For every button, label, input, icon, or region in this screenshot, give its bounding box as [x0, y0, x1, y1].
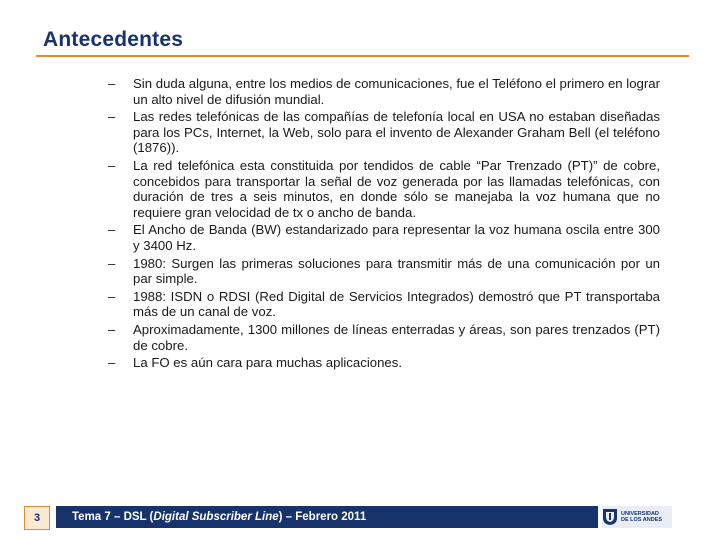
page-number: 3 [24, 506, 50, 530]
title-divider [36, 55, 689, 57]
bullet-item [108, 289, 660, 320]
bullet-text: Aproximadamente, 1300 millones de líneas enterradas y áreas, son pares trenzados (PT) de cobre. [133, 321, 660, 353]
footer-text-suffix: ) – Febrero 2011 [278, 511, 367, 523]
bullet-list [108, 76, 660, 373]
bullet-marker: – [108, 355, 116, 371]
bullet-item [108, 158, 660, 220]
bullet-text: El Ancho de Banda (BW) estandarizado para representar la voz humana oscila entre 300 y 3400 Hz. [133, 222, 660, 253]
bullet-text: Las redes telefónicas de las compañías de telefonía local en USA no estaban diseñadas para los PCs, Internet, la Web, solo para el invento de Alexander Graham Bell (el teléfono (1876)). [133, 109, 660, 156]
bullet-marker: – [108, 157, 116, 173]
bullet-text: 1980: Surgen las primeras soluciones para transmitir más de una comunicación por un par simple. [133, 255, 660, 287]
bullet-marker: – [108, 255, 116, 271]
footer [0, 506, 720, 530]
logo-line-2: DE LOS ANDES [621, 517, 663, 523]
slide-title: Antecedentes [43, 28, 184, 51]
bullet-text: 1988: ISDN o RDSI (Red Digital de Servicios Integrados) demostró que PT transportaba más de un canal de voz. [133, 288, 660, 320]
bullet-marker: – [108, 321, 116, 337]
university-crest-icon [602, 508, 618, 526]
bullet-item [108, 109, 660, 156]
footer-text-italic: Digital Subscriber Line [153, 511, 279, 523]
bullet-text: La red telefónica esta constituida por tendidos de cable “Par Trenzado (PT)” de cobre, concebidos para transportar la señal de voz generada por las llamadas telefónicas, con duración de tres a seis minutos, en donde sólo se manejaba la voz humana que no requiere gran velocidad de tx o ancho de banda. [133, 157, 660, 220]
university-logo [602, 506, 672, 528]
bullet-marker: – [108, 109, 116, 125]
footer-text-prefix: Tema 7 – DSL ( [72, 511, 154, 523]
bullet-item [108, 76, 660, 107]
footer-caption [72, 506, 366, 528]
bullet-item [108, 322, 660, 353]
logo-line-1: UNIVERSIDAD [621, 511, 659, 517]
bullet-marker: – [108, 76, 116, 91]
bullet-text: Sin duda alguna, entre los medios de comunicaciones, fue el Teléfono el primero en lograr un alto nivel de difusión mundial. [133, 76, 660, 107]
bullet-text: La FO es aún cara para muchas aplicaciones. [133, 355, 403, 371]
university-logo-text [621, 511, 662, 523]
bullet-item [108, 256, 660, 287]
bullet-marker: – [108, 222, 116, 238]
bullet-item [108, 222, 660, 253]
bullet-marker: – [108, 288, 116, 304]
bullet-item [108, 355, 660, 371]
